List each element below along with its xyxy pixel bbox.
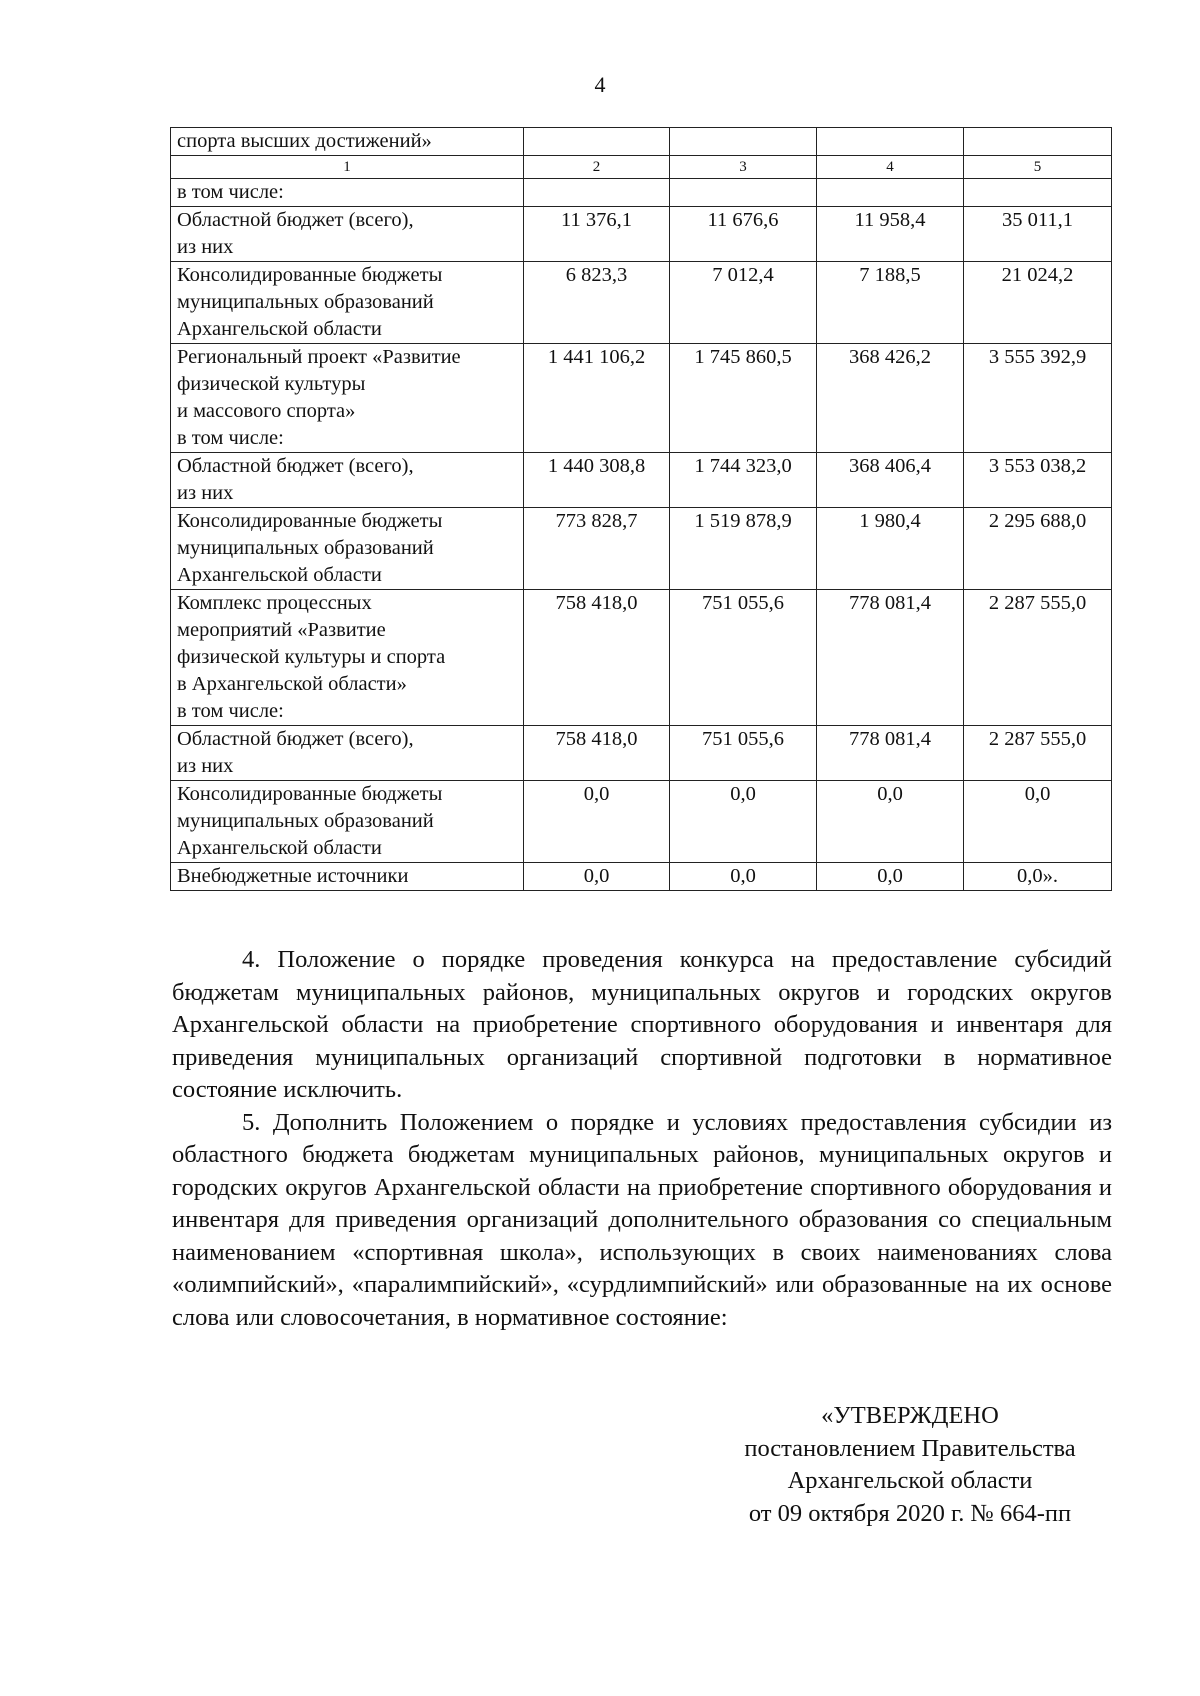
table-row xyxy=(171,207,1112,262)
approval-line: «УТВЕРЖДЕНО xyxy=(821,1402,999,1429)
row-label xyxy=(171,726,524,781)
row-label-line: в том числе: xyxy=(177,700,284,722)
row-label-line: мероприятий «Развитие xyxy=(177,619,386,641)
value-cell: 0,0 xyxy=(524,863,670,891)
row-label-line: муниципальных образований xyxy=(177,537,434,559)
row-label xyxy=(171,781,524,863)
table-row xyxy=(171,726,1112,781)
column-index: 3 xyxy=(670,156,817,179)
approval-block xyxy=(690,1400,1130,1530)
value-cell: 0,0 xyxy=(524,781,670,863)
table-row xyxy=(171,453,1112,508)
value-cell: 11 958,4 xyxy=(817,207,964,262)
value-cell: 1 744 323,0 xyxy=(670,453,817,508)
budget-table xyxy=(170,127,1112,891)
row-label-line: физической культуры и спорта xyxy=(177,646,446,668)
row-label-line: Областной бюджет (всего), xyxy=(177,209,414,231)
table-row-including xyxy=(171,179,1112,207)
row-label xyxy=(171,863,524,891)
value-cell: 1 745 860,5 xyxy=(670,344,817,453)
table-row xyxy=(171,863,1112,891)
value-cell: 1 440 308,8 xyxy=(524,453,670,508)
value-cell: 0,0 xyxy=(670,781,817,863)
approval-line: от 09 октября 2020 г. № 664-пп xyxy=(748,1499,1072,1527)
value-cell: 7 188,5 xyxy=(817,262,964,344)
row-label xyxy=(171,590,524,726)
row-label xyxy=(171,344,524,453)
table-row xyxy=(171,781,1112,863)
row-label: в том числе: xyxy=(171,179,524,207)
column-index: 1 xyxy=(171,156,524,179)
value-cell: 1 980,4 xyxy=(817,508,964,590)
value-cell: 0,0». xyxy=(964,863,1112,891)
value-cell: 773 828,7 xyxy=(524,508,670,590)
value-cell: 35 011,1 xyxy=(964,207,1112,262)
value-cell: 1 519 878,9 xyxy=(670,508,817,590)
row-label-line: Областной бюджет (всего), xyxy=(177,455,414,477)
value-cell: 0,0 xyxy=(964,781,1112,863)
table-row xyxy=(171,508,1112,590)
page-number: 4 xyxy=(594,72,606,97)
table-row-continued xyxy=(171,128,1112,156)
value-cell: 11 376,1 xyxy=(524,207,670,262)
value-cell: 6 823,3 xyxy=(524,262,670,344)
approval-line: Архангельской области xyxy=(787,1467,1033,1494)
row-label-line: Консолидированные бюджеты xyxy=(177,510,443,532)
row-label-line: Областной бюджет (всего), xyxy=(177,728,414,750)
row-label-line: физической культуры xyxy=(177,373,366,395)
row-label-line: и массового спорта» xyxy=(177,400,356,422)
value-cell: 3 555 392,9 xyxy=(964,344,1112,453)
table-row xyxy=(171,344,1112,453)
value-cell: 758 418,0 xyxy=(524,590,670,726)
body-text xyxy=(172,944,1112,1334)
table-row xyxy=(171,262,1112,344)
column-index-row xyxy=(171,156,1112,179)
value-cell: 1 441 106,2 xyxy=(524,344,670,453)
value-cell: 758 418,0 xyxy=(524,726,670,781)
row-label-line: Архангельской области xyxy=(177,564,382,586)
value-cell: 21 024,2 xyxy=(964,262,1112,344)
row-label-line: Архангельской области xyxy=(177,318,382,340)
value-cell: 7 012,4 xyxy=(670,262,817,344)
value-cell: 778 081,4 xyxy=(817,726,964,781)
row-label-line: Консолидированные бюджеты xyxy=(177,783,443,805)
row-label-line: Архангельской области xyxy=(177,837,382,859)
paragraph-4: 4. Положение о порядке проведения конкурса на предоставление субсидий бюджетам муниципальных районов, муниципальных округов и городских округов Архангельской области на приобретение спортивного оборудования и инвентаря для приведения муниципальных организаций спортивной подготовки в нормативное состояние исключить. xyxy=(172,946,1112,1103)
value-cell: 778 081,4 xyxy=(817,590,964,726)
column-index: 4 xyxy=(817,156,964,179)
row-label-line: в Архангельской области» xyxy=(177,673,407,695)
value-cell: 751 055,6 xyxy=(670,590,817,726)
value-cell: 2 287 555,0 xyxy=(964,590,1112,726)
value-cell: 0,0 xyxy=(817,781,964,863)
row-label-line: Региональный проект «Развитие xyxy=(177,346,461,368)
row-label-line: муниципальных образований xyxy=(177,810,434,832)
paragraph-5: 5. Дополнить Положением о порядке и условиях предоставления субсидии из областного бюджета бюджетам муниципальных районов, муниципальных округов и городских округов Архангельской области на приобретение спортивного оборудования и инвентаря для приведения организаций дополнительного образования со специальным наименованием «спортивная школа», использующих в своих наименованиях слова «олимпийский», «паралимпийский», «сурдлимпийский» или образованные на их основе слова или словосочетания, в нормативное состояние: xyxy=(172,1108,1112,1331)
column-index: 2 xyxy=(524,156,670,179)
value-cell: 2 287 555,0 xyxy=(964,726,1112,781)
row-label: спорта высших достижений» xyxy=(171,128,524,156)
value-cell: 0,0 xyxy=(817,863,964,891)
value-cell: 368 406,4 xyxy=(817,453,964,508)
value-cell: 0,0 xyxy=(670,863,817,891)
row-label xyxy=(171,262,524,344)
value-cell: 11 676,6 xyxy=(670,207,817,262)
row-label xyxy=(171,508,524,590)
value-cell: 2 295 688,0 xyxy=(964,508,1112,590)
row-label-line: Консолидированные бюджеты xyxy=(177,264,443,286)
row-label xyxy=(171,453,524,508)
approval-line: постановлением Правительства xyxy=(744,1434,1076,1462)
row-label-line: Внебюджетные источники xyxy=(177,865,409,887)
value-cell: 368 426,2 xyxy=(817,344,964,453)
row-label-line: муниципальных образований xyxy=(177,291,434,313)
value-cell: 3 553 038,2 xyxy=(964,453,1112,508)
row-label-line: из них xyxy=(177,236,234,258)
row-label-line: из них xyxy=(177,755,234,777)
row-label-line: в том числе: xyxy=(177,427,284,449)
row-label-line: Комплекс процессных xyxy=(177,592,372,614)
column-index: 5 xyxy=(964,156,1112,179)
table-row xyxy=(171,590,1112,726)
value-cell: 751 055,6 xyxy=(670,726,817,781)
row-label xyxy=(171,207,524,262)
row-label-line: из них xyxy=(177,482,234,504)
